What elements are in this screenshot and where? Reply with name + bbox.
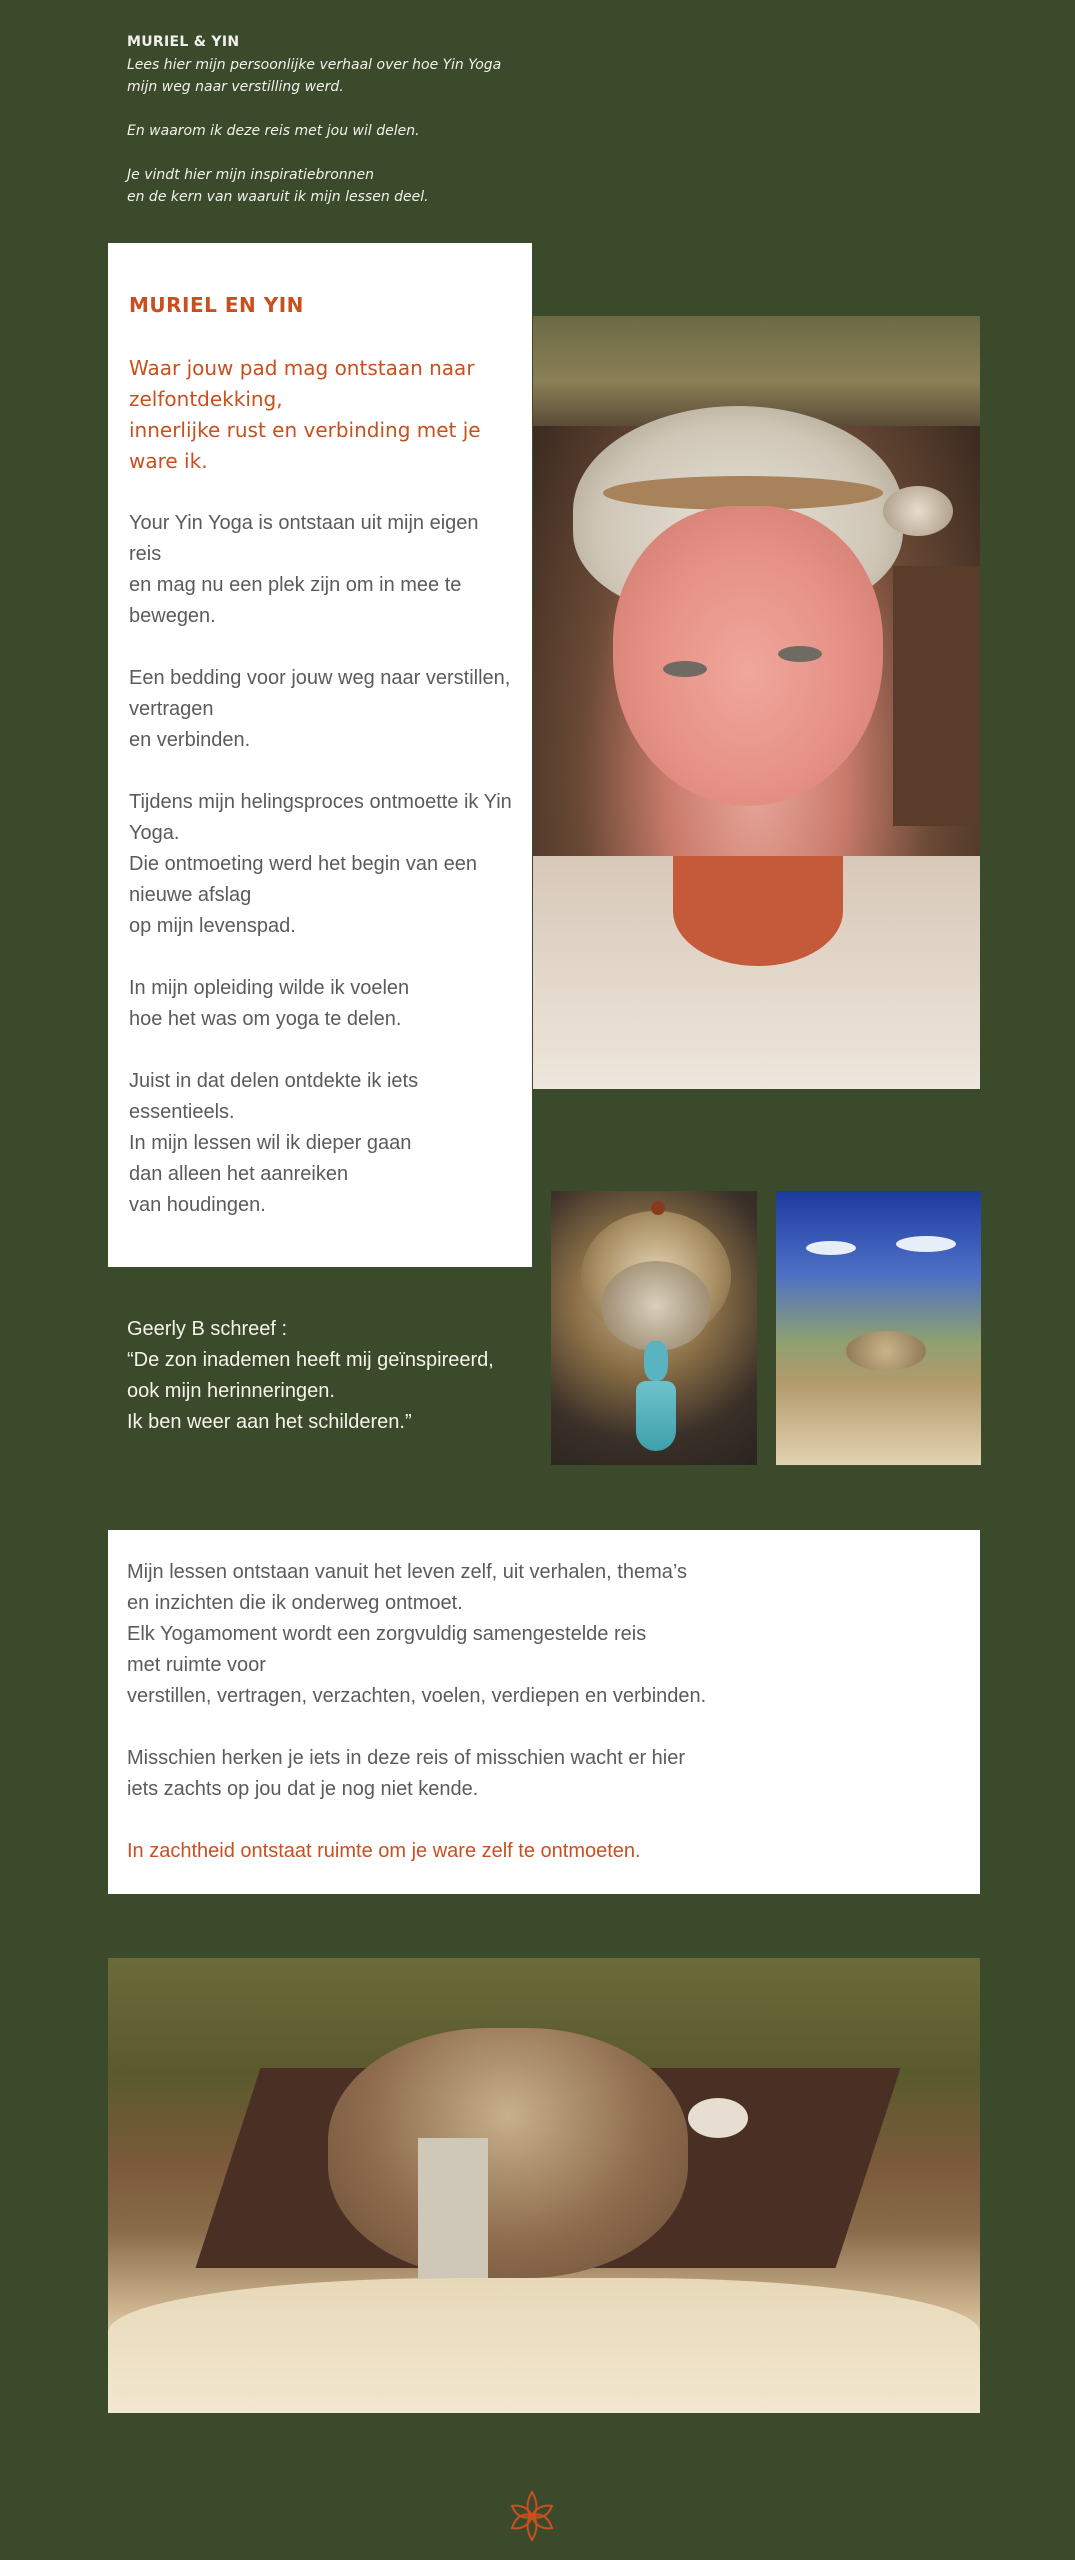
intro-line: Lees hier mijn persoonlijke verhaal over hoe Yin Yoga (127, 57, 502, 73)
lessons-line: Mijn lessen ontstaan vanuit het leven zelf, uit verhalen, thema’s (127, 1561, 687, 1583)
story-paragraph: Tijdens mijn helingsproces ontmoette ik Yin Yoga. Die ontmoeting werd het begin van een nieuwe afslag op mijn levenspad. (129, 791, 512, 937)
lessons-line: met ruimte voor (127, 1654, 266, 1676)
story-lead: Waar jouw pad mag ontstaan naar zelfontdekking, innerlijke rust en verbinding met je ware ik. (129, 356, 481, 473)
field-cushion-photo (776, 1191, 981, 1465)
story-paragraph: Juist in dat delen ontdekte ik iets essentieels. In mijn lessen wil ik dieper gaan dan alleen het aanreiken van houdingen. (129, 1070, 419, 1216)
intro-title: MURIEL & YIN (127, 34, 240, 50)
lessons-closing: In zachtheid ontstaat ruimte om je ware zelf te ontmoeten. (127, 1840, 641, 1862)
lessons-line: en inzichten die ik onderweg ontmoet. (127, 1592, 463, 1614)
lessons-card (108, 1530, 980, 1894)
singing-bowl-photo (551, 1191, 757, 1465)
story-paragraph: Een bedding voor jouw weg naar verstillen, vertragen en verbinden. (129, 667, 511, 751)
portrait-photo (533, 316, 980, 1089)
quote-author: Geerly B schreef : (127, 1318, 288, 1340)
lessons-line: iets zachts op jou dat je nog niet kende. (127, 1778, 479, 1800)
lessons-line: Elk Yogamoment wordt een zorgvuldig samengestelde reis (127, 1623, 647, 1645)
intro-line: En waarom ik deze reis met jou wil delen. (127, 123, 420, 139)
lessons-line: Misschien herken je iets in deze reis of misschien wacht er hier (127, 1747, 686, 1769)
meditation-cushion-photo (108, 1958, 980, 2413)
story-paragraph: Your Yin Yoga is ontstaan uit mijn eigen reis en mag nu een plek zijn om in mee te bewegen. (129, 512, 479, 627)
story-paragraph: In mijn opleiding wilde ik voelen hoe het was om yoga te delen. (129, 977, 410, 1030)
lotus-flower-icon (508, 2488, 556, 2544)
quote-line: ook mijn herinneringen. (127, 1380, 335, 1402)
quote-line: Ik ben weer aan het schilderen.” (127, 1411, 412, 1433)
quote-line: “De zon inademen heeft mij geïnspireerd, (127, 1349, 494, 1371)
lessons-line: verstillen, vertragen, verzachten, voelen, verdiepen en verbinden. (127, 1685, 707, 1707)
testimonial-quote (127, 1314, 527, 1438)
intro-line: Je vindt hier mijn inspiratiebronnen (127, 167, 374, 183)
story-heading: MURIEL EN YIN (129, 293, 304, 317)
intro-line: en de kern van waaruit ik mijn lessen deel. (127, 189, 429, 205)
story-card (108, 243, 532, 1267)
intro-section (127, 34, 547, 208)
intro-line: mijn weg naar verstilling werd. (127, 79, 344, 95)
